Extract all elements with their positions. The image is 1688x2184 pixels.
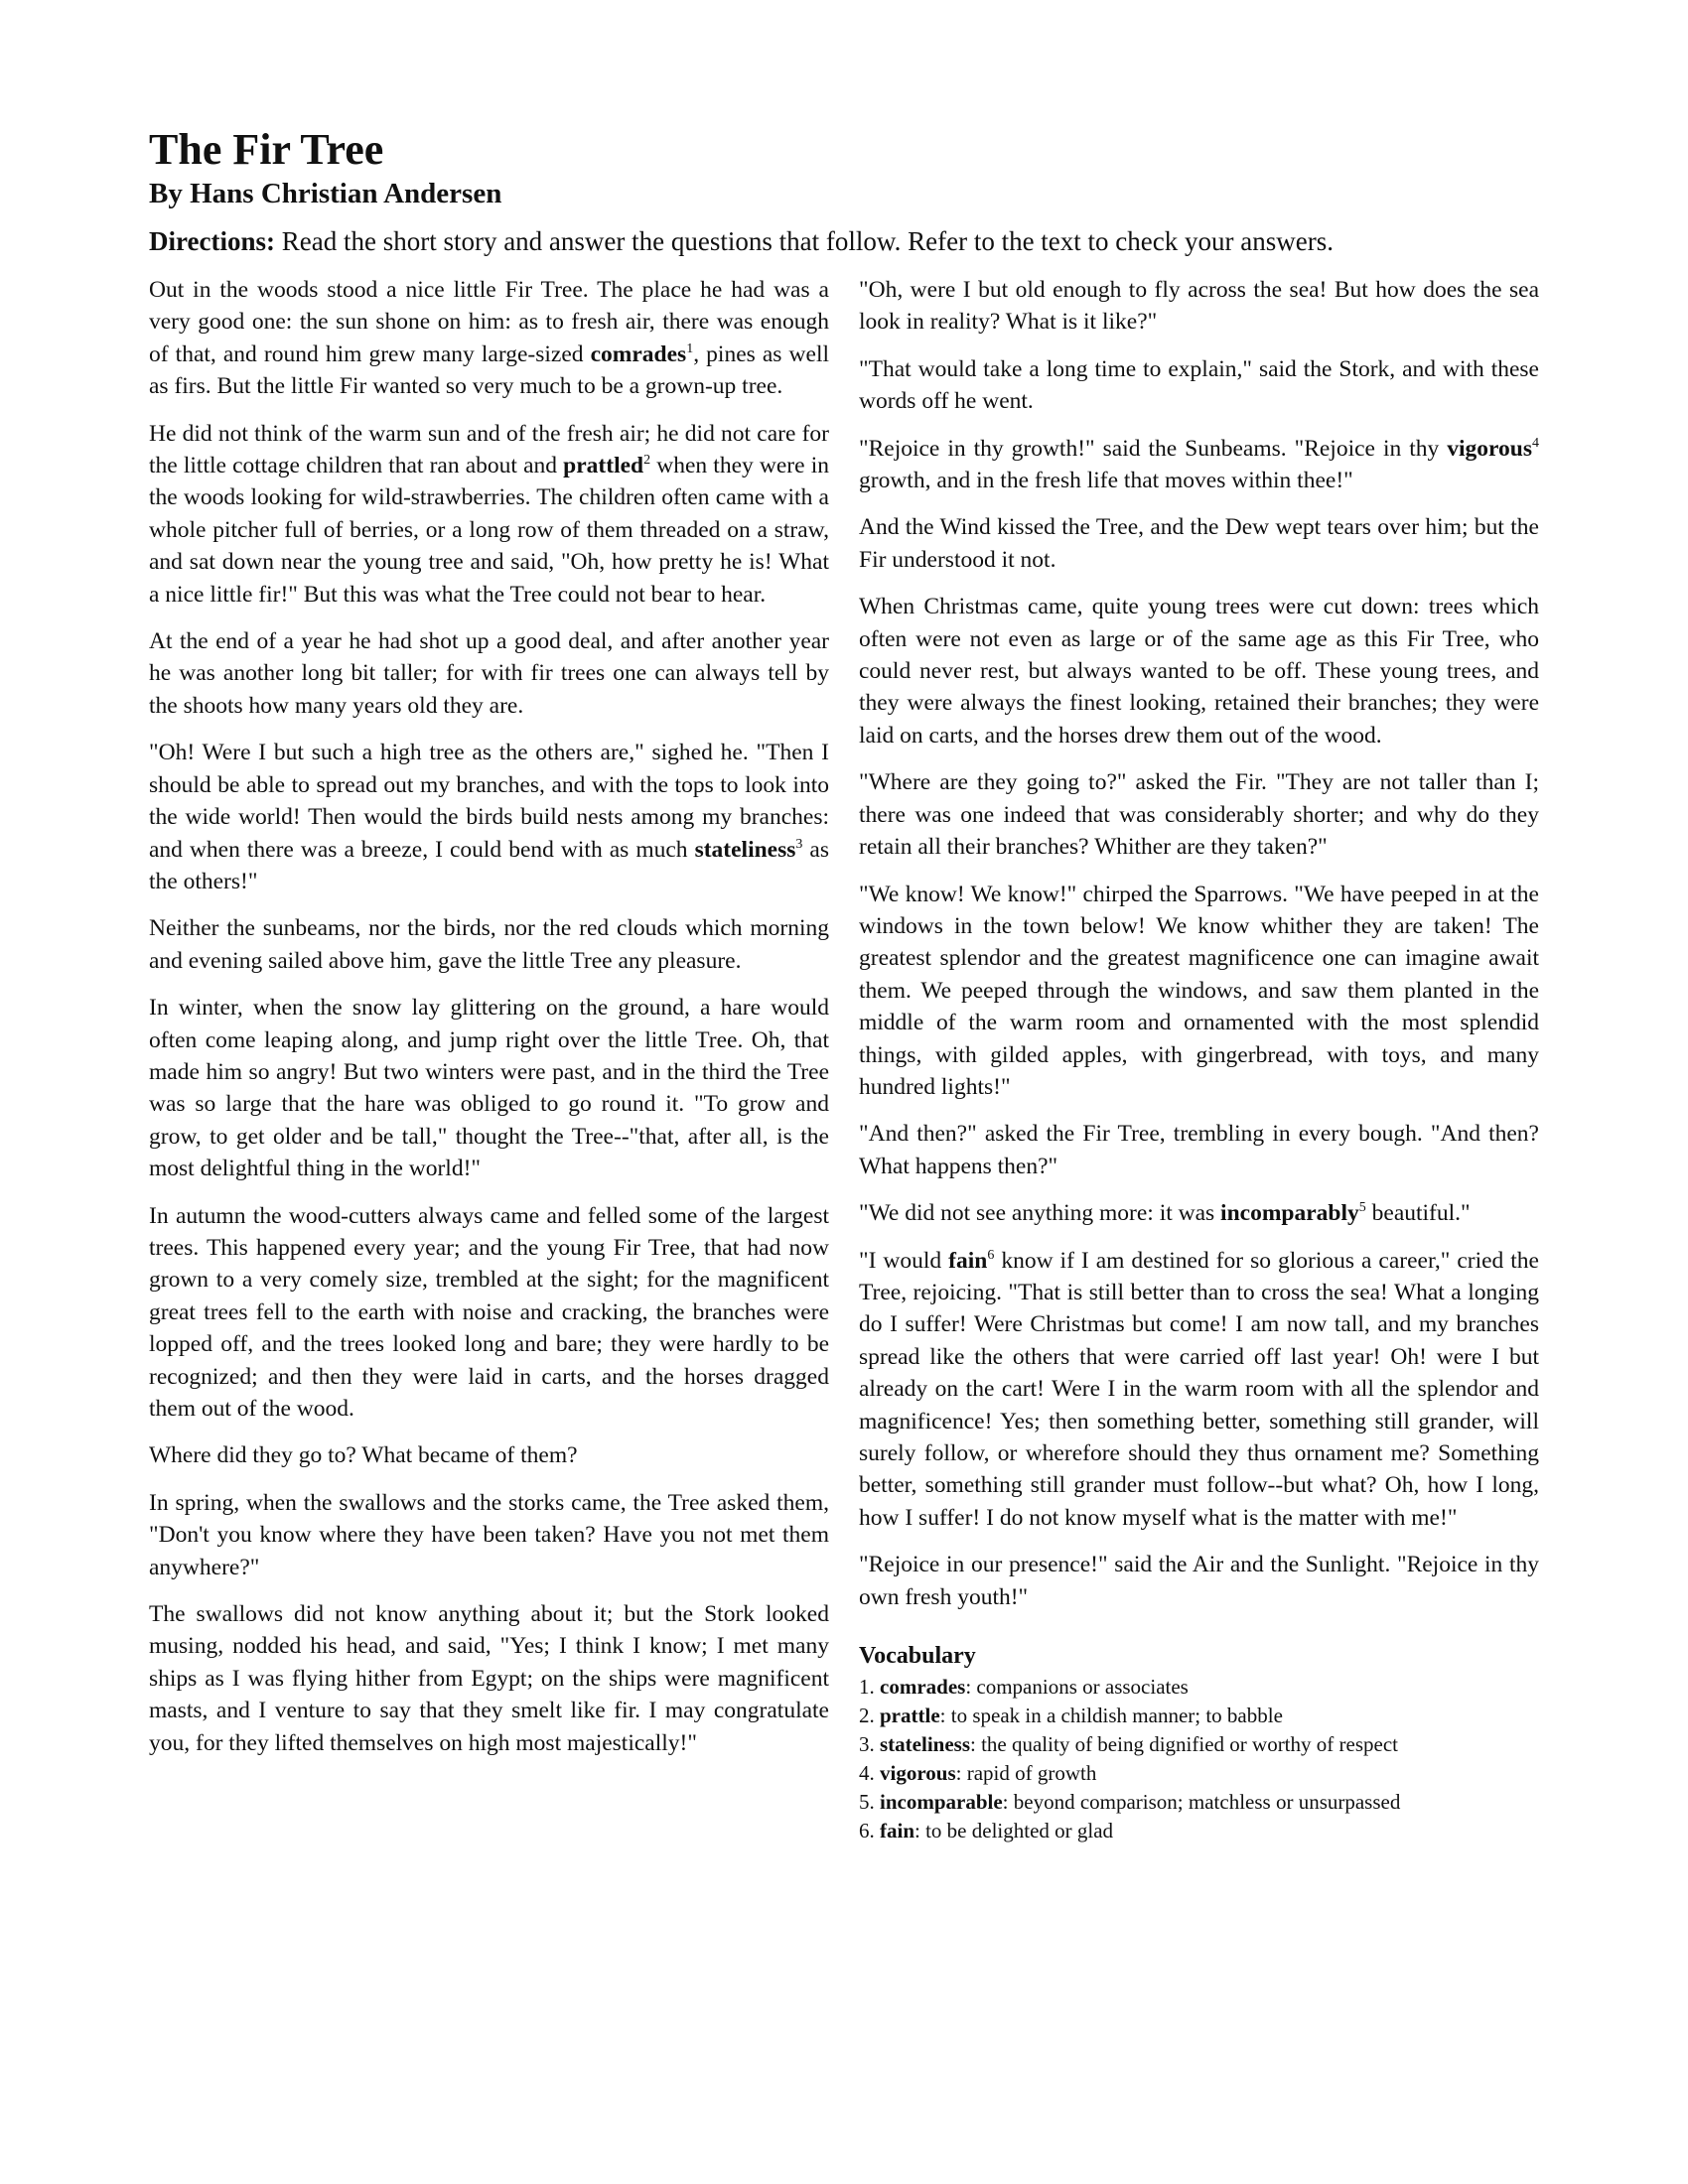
vocabulary-term: fain bbox=[880, 1819, 915, 1843]
vocabulary-number: 5. bbox=[859, 1790, 875, 1815]
vocabulary-term: prattle bbox=[880, 1704, 940, 1728]
story-paragraph bbox=[859, 274, 1539, 339]
vocabulary-number: 2. bbox=[859, 1704, 875, 1728]
footnote-marker: 3 bbox=[795, 836, 803, 852]
story-title: The Fir Tree bbox=[149, 125, 384, 174]
paragraph-text: And the Wind kissed the Tree, and the Dew wept tears over him; but the Fir understood it not. bbox=[859, 514, 1539, 573]
vocab-word: stateliness bbox=[694, 836, 796, 863]
story-paragraph bbox=[859, 766, 1539, 863]
vocabulary-term: incomparable bbox=[880, 1790, 1003, 1815]
vocabulary-number: 1. bbox=[859, 1675, 875, 1700]
vocabulary-definition: : the quality of being dignified or worthy of respect bbox=[970, 1732, 1398, 1757]
paragraph-text: Where did they go to? What became of them? bbox=[149, 1442, 578, 1469]
footnote-marker: 1 bbox=[686, 341, 694, 356]
vocabulary-definition: : beyond comparison; matchless or unsurpassed bbox=[1002, 1790, 1401, 1815]
vocabulary-definition: : rapid of growth bbox=[955, 1761, 1097, 1786]
paragraph-text: In autumn the wood-cutters always came and felled some of the largest trees. This happened every year; and the young Fir Tree, that had now grown to a very comely size, trembled at the sight; for the magnificent great trees fell to the earth with noise and cracking, the branches were lopped off, and the trees looked long and bare; they were hardly to be recognized; and then they were laid in carts, and the horses dragged them out of the wood. bbox=[149, 1202, 829, 1422]
story-paragraph bbox=[149, 737, 829, 897]
paragraph-text: Neither the sunbeams, nor the birds, nor the red clouds which morning and evening sailed above him, gave the little Tree any pleasure. bbox=[149, 915, 829, 974]
paragraph-text: "We know! We know!" chirped the Sparrows. "We have peeped in at the windows in the town below! We know whither they are taken! The greatest splendor and the greatest magnificence one can imagine await them. We peeped through the windows, and saw them planted in the middle of the warm room and ornamented with the most splendid things, with gilded apples, with gingerbread, with toys, and many hundred lights!" bbox=[859, 881, 1539, 1100]
paragraph-text: "Oh! Were I but such a high tree as the others are," sighed he. "Then I should be able to spread out my branches, and with the tops to look into the wide world! Then would the birds build nests among my branches: and when there was a breeze, I could bend with as much bbox=[149, 740, 829, 863]
vocabulary-item bbox=[859, 1759, 1539, 1788]
paragraph-text: The swallows did not know anything about it; but the Stork looked musing, nodded his head, and said, "Yes; I think I know; I met many ships as I was flying hither from Egypt; on the ships were magnificent masts, and I venture to say that they smelt like fir. I may congratulate you, for they lifted themselves on high most majestically!" bbox=[149, 1601, 829, 1756]
story-paragraph bbox=[859, 1118, 1539, 1182]
vocabulary-item bbox=[859, 1702, 1539, 1730]
paragraph-text: "We did not see anything more: it was bbox=[859, 1200, 1221, 1227]
vocabulary-definition: : companions or associates bbox=[965, 1675, 1189, 1700]
footnote-marker: 5 bbox=[1358, 1200, 1366, 1216]
vocabulary-term: vigorous bbox=[880, 1761, 956, 1786]
story-paragraph bbox=[859, 353, 1539, 418]
paragraph-text: When Christmas came, quite young trees were cut down: trees which often were not even as large or of the same age as this Fir Tree, who could never rest, but always wanted to be off. These young trees, and they were always the finest looking, retained their branches; they were laid on carts, and the horses drew them out of the wood. bbox=[859, 594, 1539, 749]
story-byline: By Hans Christian Andersen bbox=[149, 178, 502, 209]
story-paragraph bbox=[149, 1598, 829, 1759]
paragraph-text: "I would bbox=[859, 1247, 949, 1274]
vocabulary-title: Vocabulary bbox=[859, 1643, 976, 1670]
vocabulary-term: stateliness bbox=[880, 1732, 970, 1757]
paragraph-text: Out in the woods stood a nice little Fir Tree. The place he had was a very good one: the sun shone on him: as to fresh air, there was enough of that, and round him grew many large-sized bbox=[149, 277, 829, 367]
paragraph-text: "And then?" asked the Fir Tree, trembling in every bough. "And then? What happens then?" bbox=[859, 1121, 1539, 1179]
vocab-word: prattled bbox=[563, 453, 644, 479]
story-paragraph bbox=[149, 992, 829, 1184]
story-paragraph bbox=[859, 1245, 1539, 1535]
story-paragraph bbox=[149, 912, 829, 977]
footnote-marker: 6 bbox=[987, 1247, 995, 1263]
story-paragraph bbox=[859, 879, 1539, 1104]
vocab-word: comrades bbox=[590, 341, 687, 367]
vocabulary-definition: : to speak in a childish manner; to babble bbox=[939, 1704, 1283, 1728]
right-column bbox=[859, 274, 1539, 1845]
right-column-paragraphs bbox=[859, 274, 1539, 1613]
vocabulary-section bbox=[859, 1641, 1539, 1845]
left-column bbox=[149, 274, 829, 1774]
vocabulary-term: comrades bbox=[880, 1675, 966, 1700]
paragraph-text: , pines as well as firs. But the little Fir wanted so very much to be a grown-up tree. bbox=[149, 341, 830, 400]
worksheet-page bbox=[149, 125, 1539, 2170]
story-paragraph bbox=[859, 433, 1539, 497]
vocabulary-list bbox=[859, 1673, 1539, 1845]
paragraph-text: In winter, when the snow lay glittering on the ground, a hare would often come leaping along, and jump right over the little Tree. Oh, that made him so angry! But two winters were past, and in the third the Tree was so large that the hare was obliged to go round it. "To grow and grow, to get older and be tall," thought the Tree--"that, after all, is the most delightful thing in the world!" bbox=[149, 995, 829, 1182]
story-paragraph bbox=[859, 591, 1539, 751]
vocabulary-item bbox=[859, 1817, 1539, 1845]
story-paragraph bbox=[149, 274, 829, 403]
vocabulary-number: 3. bbox=[859, 1732, 875, 1757]
paragraph-text: In spring, when the swallows and the storks came, the Tree asked them, "Don't you know where they have been taken? Have you not met them anywhere?" bbox=[149, 1489, 829, 1580]
vocab-word: fain bbox=[948, 1247, 988, 1274]
paragraph-text: "That would take a long time to explain," said the Stork, and with these words off he went. bbox=[859, 355, 1539, 415]
paragraph-text: know if I am destined for so glorious a career," cried the Tree, rejoicing. "That is still better than to cross the sea! What a longing do I suffer! Were Christmas but come! I am now tall, and my branches spread like the others that were carried off last year! Oh! were I but already on the cart! Were I in the warm room with all the splendor and magnificence! Yes; then something better, something still grander, will surely follow, or wherefore should they thus ornament me? Something better, something still grander must follow--but what? Oh, how I long, how I suffer! I do not know myself what is the matter with me!" bbox=[859, 1247, 1539, 1531]
story-paragraph bbox=[859, 511, 1539, 576]
vocab-word: incomparably bbox=[1220, 1200, 1359, 1227]
directions-text: Read the short story and answer the questions that follow. Refer to the text to check your answers. bbox=[274, 226, 1334, 256]
directions-label: Directions: bbox=[149, 226, 275, 256]
footnote-marker: 4 bbox=[1532, 435, 1539, 451]
paragraph-text: He did not think of the warm sun and of the fresh air; he did not care for the little cottage children that ran about and bbox=[149, 420, 829, 479]
vocabulary-number: 6. bbox=[859, 1819, 875, 1843]
paragraph-text: growth, and in the fresh life that moves within thee!" bbox=[859, 468, 1353, 494]
paragraph-text: "Rejoice in thy growth!" said the Sunbeams. "Rejoice in thy bbox=[859, 435, 1448, 462]
paragraph-text: At the end of a year he had shot up a good deal, and after another year he was another long bit taller; for with fir trees one can always tell by the shoots how many years old they are. bbox=[149, 628, 829, 719]
story-paragraph bbox=[149, 1200, 829, 1426]
story-paragraph bbox=[149, 1487, 829, 1583]
paragraph-text: "Where are they going to?" asked the Fir. "They are not taller than I; there was one indeed that was considerably shorter; and why do they retain all their branches? Whither are they taken?" bbox=[859, 769, 1539, 861]
story-paragraph bbox=[859, 1549, 1539, 1613]
vocabulary-item bbox=[859, 1730, 1539, 1759]
story-paragraph bbox=[149, 418, 829, 611]
vocabulary-definition: : to be delighted or glad bbox=[914, 1819, 1114, 1843]
paragraph-text: "Oh, were I but old enough to fly across the sea! But how does the sea look in reality? What is it like?" bbox=[859, 277, 1539, 336]
story-columns bbox=[149, 274, 1539, 2160]
vocabulary-item bbox=[859, 1673, 1539, 1702]
story-paragraph bbox=[859, 1197, 1539, 1229]
directions bbox=[149, 224, 1539, 258]
footnote-marker: 2 bbox=[643, 453, 651, 469]
vocab-word: vigorous bbox=[1447, 435, 1532, 462]
paragraph-text: "Rejoice in our presence!" said the Air and the Sunlight. "Rejoice in thy own fresh youth!" bbox=[859, 1552, 1539, 1610]
paragraph-text: when they were in the woods looking for wild-strawberries. The children often came with a whole pitcher full of berries, or a long row of them threaded on a straw, and sat down near the young tree and said, "Oh, how pretty he is! What a nice little fir!" But this was what the Tree could not bear to hear. bbox=[149, 453, 829, 608]
vocabulary-item bbox=[859, 1788, 1539, 1817]
story-paragraph bbox=[149, 625, 829, 722]
paragraph-text: as the others!" bbox=[149, 836, 829, 894]
paragraph-text: beautiful." bbox=[1365, 1200, 1471, 1227]
vocabulary-number: 4. bbox=[859, 1761, 875, 1786]
story-paragraph bbox=[149, 1439, 829, 1471]
